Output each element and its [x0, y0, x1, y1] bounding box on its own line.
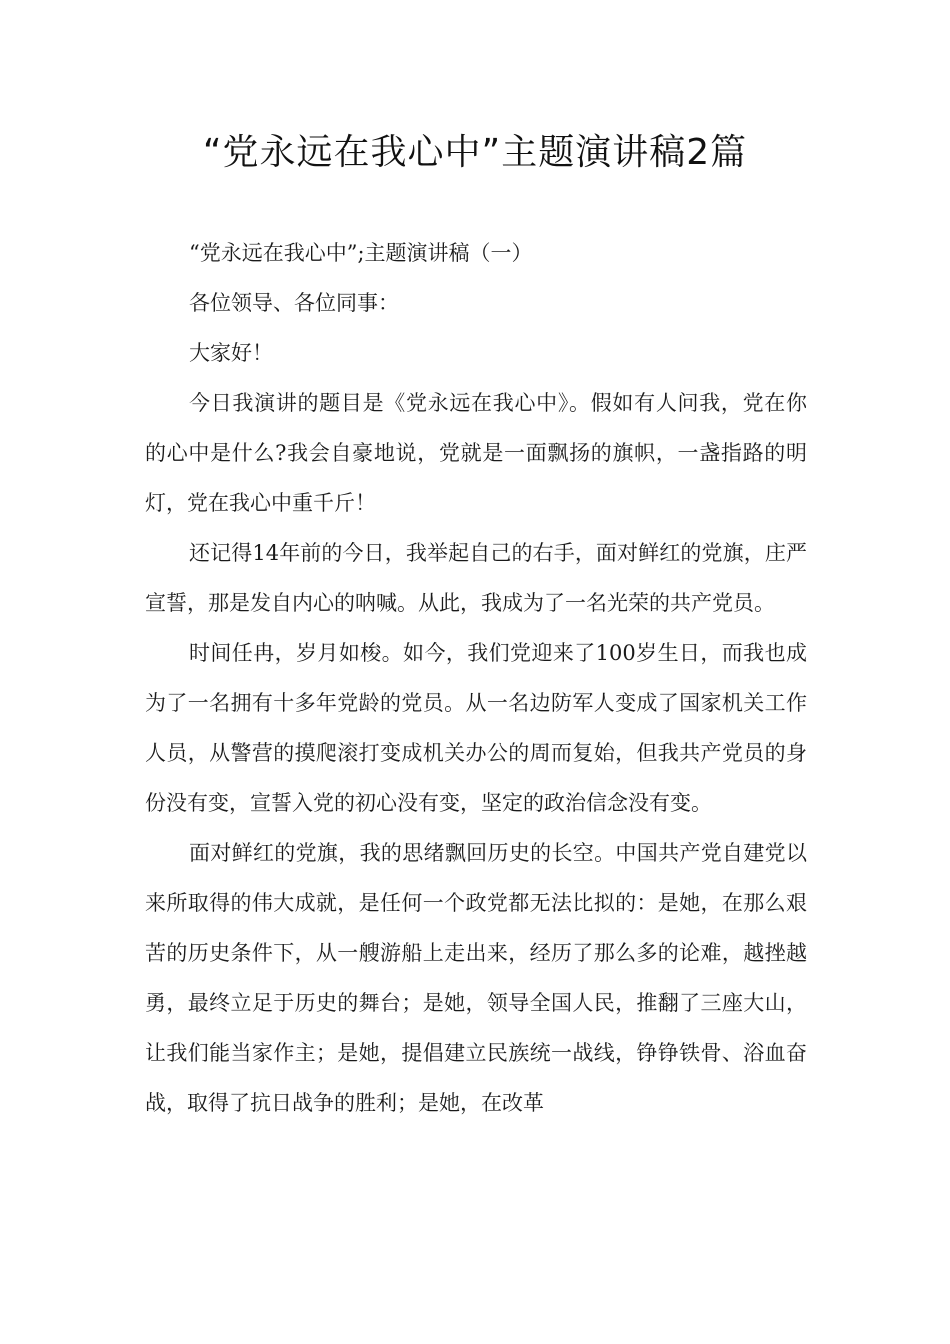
- document-title: “党永远在我心中”主题演讲稿2篇: [202, 132, 748, 173]
- speech-heading: “党永远在我心中”;主题演讲稿（一）: [189, 241, 533, 265]
- document-body: [145, 228, 807, 1128]
- salutation: 各位领导、各位同事：: [189, 291, 399, 315]
- body-paragraph: 时间任冉，岁月如梭。如今，我们党迎来了100岁生日，而我也成为了一名拥有十多年党龄的党员。从一名边防军人变成了国家机关工作人员，从警营的摸爬滚打变成机关办公的周而复始，但我共产党员的身份没有变，宣誓入党的初心没有变，坚定的政治信念没有变。: [145, 641, 807, 815]
- greeting: 大家好！: [189, 341, 273, 365]
- body-paragraph: 今日我演讲的题目是《党永远在我心中》。假如有人问我，党在你的心中是什么?我会自豪地说，党就是一面飘扬的旗帜，一盏指路的明灯，党在我心中重千斤！: [145, 391, 807, 515]
- body-paragraph: 还记得14年前的今日，我举起自己的右手，面对鲜红的党旗，庄严宣誓，那是发自内心的呐喊。从此，我成为了一名光荣的共产党员。: [145, 541, 807, 615]
- body-paragraph: 面对鲜红的党旗，我的思绪飘回历史的长空。中国共产党自建党以来所取得的伟大成就，是任何一个政党都无法比拟的：是她，在那么艰苦的历史条件下，从一艘游船上走出来，经历了那么多的论难，越挫越勇，最终立足于历史的舞台；是她，领导全国人民，推翻了三座大山，让我们能当家作主；是她，提倡建立民族统一战线，铮铮铁骨、浴血奋战，取得了抗日战争的胜利；是她，在改革: [145, 841, 807, 1115]
